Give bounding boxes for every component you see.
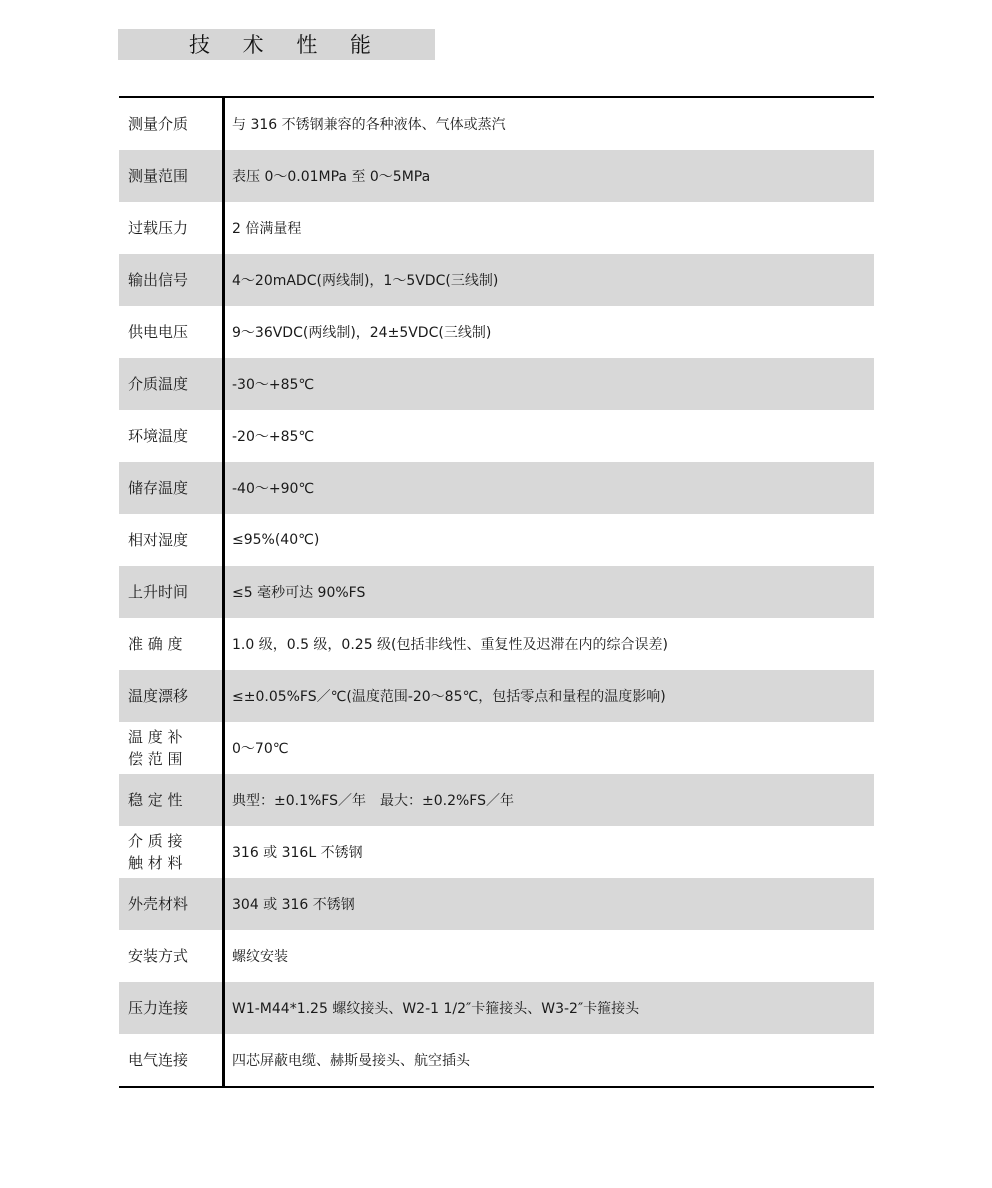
row-value: -20～+85℃ xyxy=(232,429,315,445)
column-divider xyxy=(222,410,225,462)
row-label: 稳 定 性 xyxy=(128,791,183,809)
table-row xyxy=(119,722,874,774)
row-value: 螺纹安装 xyxy=(232,949,288,965)
table-row xyxy=(119,150,874,202)
table-row xyxy=(119,826,874,878)
row-value: 4～20mADC(两线制)，1～5VDC(三线制) xyxy=(232,273,499,289)
row-label: 电气连接 xyxy=(128,1051,189,1069)
row-label: 供电电压 xyxy=(128,323,189,341)
table-row xyxy=(119,618,874,670)
table-row xyxy=(119,358,874,410)
row-value: -40～+90℃ xyxy=(232,481,315,497)
page-title: 技 术 性 能 xyxy=(189,33,385,57)
column-divider xyxy=(222,826,225,878)
row-value: 0～70℃ xyxy=(232,741,289,757)
column-divider xyxy=(222,618,225,670)
column-divider xyxy=(222,722,225,774)
row-value: 2 倍满量程 xyxy=(232,221,302,237)
table-row xyxy=(119,774,874,826)
row-label: 安装方式 xyxy=(128,947,189,965)
row-value: W1-M44*1.25 螺纹接头、W2-1 1/2″卡箍接头、W3-2″卡箍接头 xyxy=(232,1001,640,1017)
table-row xyxy=(119,306,874,358)
row-label: 测量范围 xyxy=(128,167,189,185)
row-label: 介 质 接 触 材 料 xyxy=(128,832,183,872)
row-value: ≤95%(40℃) xyxy=(232,532,320,548)
column-divider xyxy=(222,514,225,566)
row-label: 上升时间 xyxy=(128,583,189,601)
row-value: 表压 0～0.01MPa 至 0～5MPa xyxy=(232,169,431,185)
row-label: 温度漂移 xyxy=(128,687,189,705)
column-divider xyxy=(222,150,225,202)
row-value: -30～+85℃ xyxy=(232,377,315,393)
column-divider xyxy=(222,1034,225,1086)
column-divider xyxy=(222,202,225,254)
column-divider xyxy=(222,774,225,826)
table-row xyxy=(119,462,874,514)
table-row xyxy=(119,202,874,254)
column-divider xyxy=(222,566,225,618)
table-row xyxy=(119,514,874,566)
row-label: 输出信号 xyxy=(128,271,189,289)
table-row xyxy=(119,878,874,930)
row-value: 316 或 316L 不锈钢 xyxy=(232,845,363,861)
table-row xyxy=(119,410,874,462)
table-row xyxy=(119,98,874,150)
row-label: 过载压力 xyxy=(128,219,189,237)
row-value: 四芯屏蔽电缆、赫斯曼接头、航空插头 xyxy=(232,1053,470,1069)
column-divider xyxy=(222,306,225,358)
row-label: 介质温度 xyxy=(128,375,189,393)
spec-table xyxy=(119,96,874,1088)
table-row xyxy=(119,254,874,306)
row-label: 压力连接 xyxy=(128,999,189,1017)
row-label: 相对湿度 xyxy=(128,531,189,549)
table-row xyxy=(119,566,874,618)
row-value: 典型：±0.1%FS／年 最大：±0.2%FS／年 xyxy=(232,793,514,809)
table-row xyxy=(119,1034,874,1086)
column-divider xyxy=(222,930,225,982)
column-divider xyxy=(222,670,225,722)
row-label: 温 度 补 偿 范 围 xyxy=(128,728,183,768)
row-value: ≤±0.05%FS／℃(温度范围-20～85℃，包括零点和量程的温度影响) xyxy=(232,689,666,705)
column-divider xyxy=(222,98,225,150)
row-value: 9～36VDC(两线制)，24±5VDC(三线制) xyxy=(232,325,492,341)
table-row xyxy=(119,982,874,1034)
row-label: 储存温度 xyxy=(128,479,189,497)
column-divider xyxy=(222,982,225,1034)
row-value: 304 或 316 不锈钢 xyxy=(232,897,355,913)
row-label: 环境温度 xyxy=(128,427,189,445)
column-divider xyxy=(222,254,225,306)
row-value: ≤5 毫秒可达 90%FS xyxy=(232,585,366,601)
row-label: 外壳材料 xyxy=(128,895,189,913)
column-divider xyxy=(222,878,225,930)
row-label: 准 确 度 xyxy=(128,635,183,653)
row-value: 与 316 不锈钢兼容的各种液体、气体或蒸汽 xyxy=(232,117,506,133)
table-row xyxy=(119,670,874,722)
table-body xyxy=(119,98,874,1086)
row-value: 1.0 级，0.5 级，0.25 级(包括非线性、重复性及迟滞在内的综合误差) xyxy=(232,637,668,653)
table-bottom-rule xyxy=(119,1086,874,1088)
row-label: 测量介质 xyxy=(128,115,189,133)
column-divider xyxy=(222,462,225,514)
column-divider xyxy=(222,358,225,410)
table-row xyxy=(119,930,874,982)
